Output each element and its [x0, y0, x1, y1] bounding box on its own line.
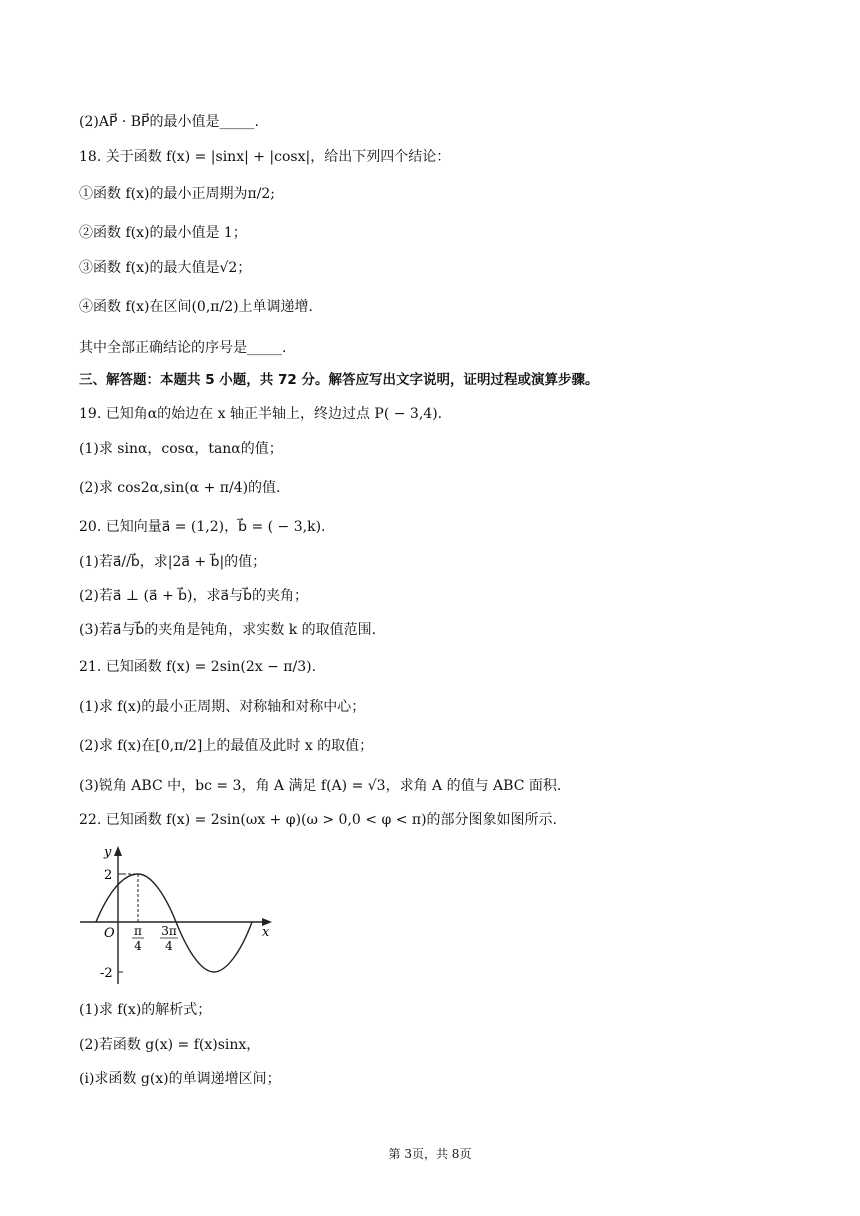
line-22-1: (1)求 f(x)的解析式；	[79, 1002, 212, 1018]
line-20-2: (2)若a⃗ ⊥ (a⃗ + b⃗)，求a⃗与b⃗的夹角；	[79, 588, 308, 604]
line-21-2: (2)求 f(x)在[0,π/2]上的最值及此时 x 的取值；	[79, 738, 374, 754]
line-20-3: (3)若a⃗与b⃗的夹角是钝角，求实数 k 的取值范围.	[79, 622, 377, 638]
line-17-2: (2)AP⃗ · BP⃗的最小值是_____.	[79, 114, 259, 130]
y-tick-max-label: 2	[104, 868, 113, 883]
line-22-question: 22. 已知函数 f(x) = 2sin(ωx + φ)(ω > 0,0 < φ < π)的部分图象如图所示.	[79, 812, 558, 828]
x-axis-label: x	[262, 925, 270, 940]
line-18-question: 18. 关于函数 f(x) = |sinx| + |cosx|，给出下列四个结论：	[79, 149, 451, 165]
line-18-option-1: ①函数 f(x)的最小正周期为π/2;	[79, 186, 275, 202]
line-18-option-4: ④函数 f(x)在区间(0,π/2)上单调递增.	[79, 299, 314, 315]
line-21-1: (1)求 f(x)的最小正周期、对称轴和对称中心；	[79, 699, 366, 715]
function-graph	[76, 842, 276, 988]
line-19-question: 19. 已知角α的始边在 x 轴正半轴上，终边过点 P( − 3,4).	[79, 406, 443, 422]
line-18-option-3: ③函数 f(x)的最大值是√2；	[79, 260, 252, 276]
line-19-2: (2)求 cos2α,sin(α + π/4)的值.	[79, 480, 281, 496]
line-20-1: (1)若a⃗//b⃗，求|2a⃗ + b⃗|的值；	[79, 554, 267, 570]
line-20-question: 20. 已知向量a⃗ = (1,2)，b⃗ = ( − 3,k).	[79, 519, 326, 535]
y-axis-label: y	[104, 845, 112, 860]
origin-label: O	[104, 926, 115, 941]
line-22-2: (2)若函数 g(x) = f(x)sinx，	[79, 1037, 261, 1053]
line-21-question: 21. 已知函数 f(x) = 2sin(2x − π/3).	[79, 659, 317, 675]
line-18-option-2: ②函数 f(x)的最小值是 1；	[79, 225, 247, 241]
x-tick-2-den: 4	[165, 939, 173, 953]
line-21-3: (3)锐角 ABC 中，bc = 3，角 A 满足 f(A) = √3，求角 A 的值与 ABC 面积.	[79, 778, 562, 794]
x-tick-2-num: 3π	[161, 924, 177, 938]
y-axis-arrow	[114, 846, 122, 856]
y-tick-min-label: -2	[100, 966, 113, 981]
x-tick-1-num: π	[134, 924, 142, 938]
x-tick-1-den: 4	[134, 939, 142, 953]
line-18-answer: 其中全部正确结论的序号是_____.	[79, 340, 287, 356]
line-19-1: (1)求 sinα，cosα，tanα的值；	[79, 441, 283, 457]
section-heading: 三、解答题：本题共 5 小题，共 72 分。解答应写出文字说明，证明过程或演算步骤。	[79, 372, 599, 388]
line-22-2-i: (i)求函数 g(x)的单调递增区间；	[79, 1071, 281, 1087]
page-footer: 第 3页，共 8页	[388, 1147, 472, 1161]
sine-curve	[96, 874, 252, 972]
